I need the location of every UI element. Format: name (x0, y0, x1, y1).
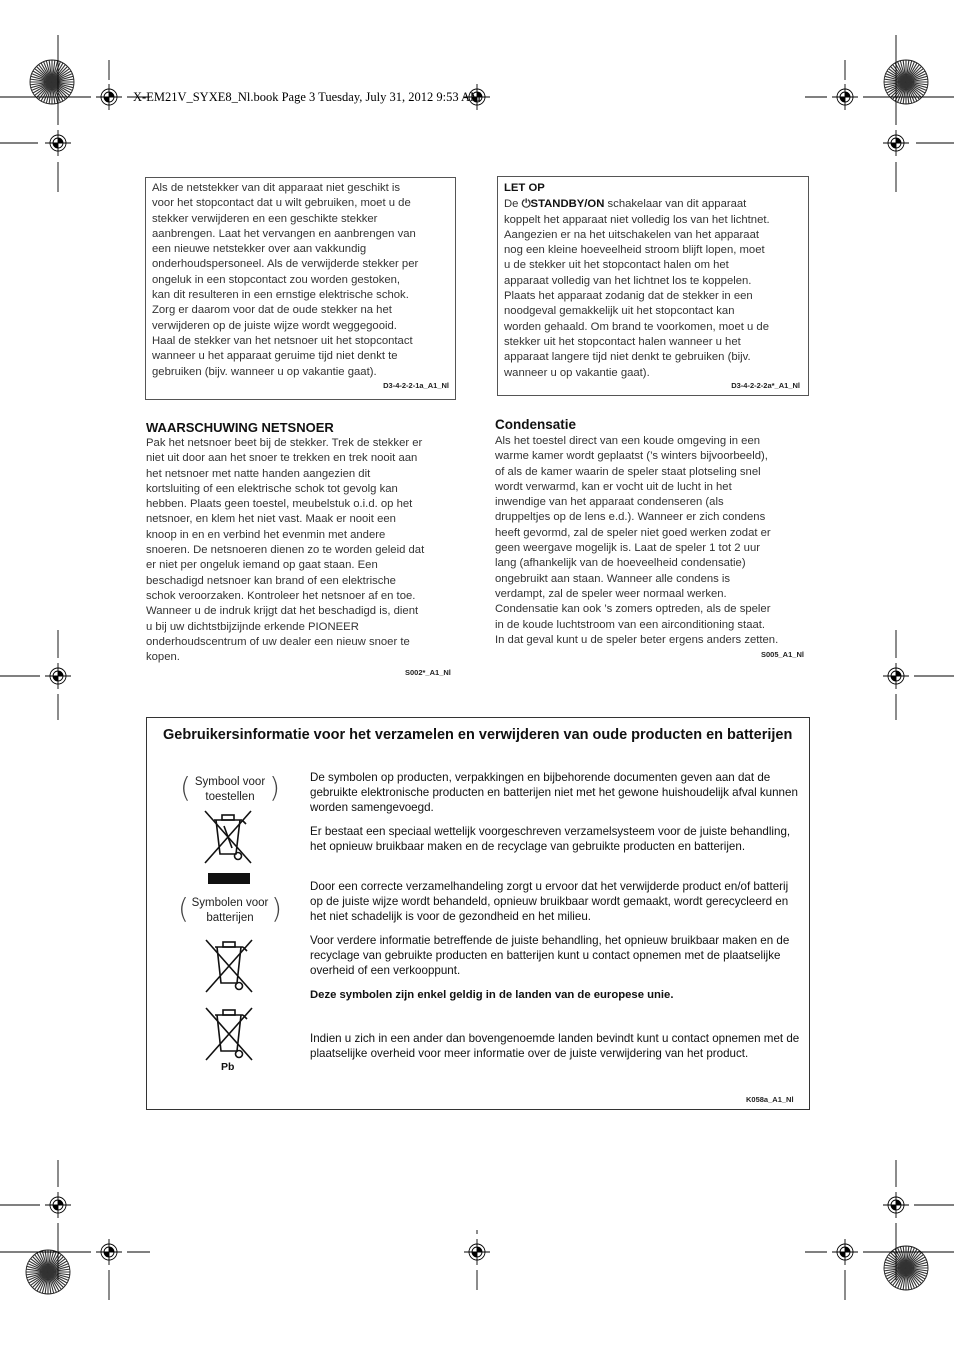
registration-mark-icon (883, 663, 909, 689)
text-line: druppeltjes op de lens e.d.). Wanneer er zich condens (495, 511, 766, 524)
text-line: geen weergave mogelijk is. Laat de speler 1 tot 2 uur (495, 542, 761, 555)
condensation-heading: Condensatie (495, 417, 577, 432)
text-line: stekker uit het stopcontact halen wanneer u het (504, 335, 741, 348)
color-wheel-icon (884, 1246, 928, 1290)
condensation-text (495, 434, 810, 648)
registration-mark-icon (96, 84, 122, 110)
disposal-bold-note: Deze symbolen zijn enkel geldig in de landen van de europese unie. (310, 989, 674, 1001)
plug-warning-text (152, 181, 452, 380)
registration-mark-icon (45, 663, 71, 689)
disposal-title: Gebruikersinformatie voor het verzamelen en verwijderen van oude producten en batterijen (163, 727, 793, 743)
text-line: kortsluiting of een elektrische schok tot gevolg kan (146, 482, 398, 495)
text-line: voor het stopcontact dat u wilt gebruiken, moet u de (152, 197, 411, 210)
registration-mark-icon (883, 1192, 909, 1218)
text-line: wordt verwarmd, kan er vocht uit de lucht in het (495, 480, 732, 493)
text-line: Condensatie kan ook ’s zomers optreden, als de speler (495, 603, 771, 616)
color-wheel-icon (26, 1250, 70, 1294)
text-line: Zorg er daarom voor dat de oude stekker na het (152, 304, 392, 317)
text-line: warme kamer wordt geplaatst (’s winters bijvoorbeeld), (495, 450, 768, 463)
text-line: u bij uw dichtstbijzijnde erkende PIONEER (146, 620, 359, 633)
caution-box (497, 176, 809, 396)
text-line: Plaats het apparaat zodanig dat de stekker in een (504, 290, 753, 303)
disposal-outside-eu: Indien u zich in een ander dan bovengenoemde landen bevindt kunt u contact opnemen met de plaatselijke overheid voor meer informatie over de juiste verwijdering van het product. (310, 1032, 800, 1060)
text-line: Haal de stekker van het netsnoer uit het stopcontact (152, 334, 413, 347)
text-line: kopen. (146, 651, 180, 664)
disposal-paragraph: Voor verdere informatie betreffende de juiste behandling, het opnieuw bruikbaar maken en de recyclage van gebruikte producten en batterijen kunt u contact opnemen met de plaatselijke overheid of een verkooppunt. (310, 934, 790, 977)
text-line: apparaat volledig van het lichtnet los te koppelen. (504, 274, 752, 287)
text-line: onderhoudscentrum of uw dealer een nieuw snoer te (146, 635, 410, 648)
text-line: of als de kamer waarin de speler staat plotseling snel (495, 465, 761, 478)
cord-warning-heading: WAARSCHUWING NETSNOER (146, 420, 334, 435)
cord-warning-text (146, 436, 458, 665)
label-batteries: ( Symbolen voor batterijen ) (184, 896, 276, 926)
text-line: Als de netstekker van dit apparaat niet geschikt is (152, 182, 401, 194)
text-line: lang (afhankelijk van de hoeveelheid condensatie) (495, 557, 746, 570)
text-line: inwendige van het apparaat condenseren (als (495, 496, 724, 509)
text-line: koppelt het apparaat niet volledig los van het lichtnet. (504, 213, 770, 226)
registration-mark-icon (832, 84, 858, 110)
text-line: ongebruikt aan staan. Wanneer alle condens is (495, 572, 731, 585)
text-line: schok veroorzaken. Kontroleer het netsnoer af en toe. (146, 589, 416, 602)
text-line: aanbrengen. Laat het vervangen en aanbrengen van (152, 227, 416, 240)
text-line: niet uit door aan het snoer te trekken en trek nooit aan (146, 452, 418, 465)
text-line: noodgeval gemakkelijk uit het stopcontact kan (504, 305, 735, 318)
text-line: stekker verwijderen en een geschikte stekker (152, 212, 378, 225)
registration-mark-icon (464, 1239, 490, 1265)
text-line: hebben. Plaats geen toestel, meubelstuk o.i.d. op het (146, 498, 413, 511)
text-line: ongeluk in een stopcontact zou worden gestoken, (152, 273, 401, 286)
text-line: snoeren. De netsnoeren dienen zo te worden geleid dat (146, 544, 425, 557)
solid-bar-icon (208, 873, 250, 884)
disposal-paragraph: Door een correcte verzamelhandeling zorgt u ervoor dat het verwijderde product en/of batterij op de juiste wijze wordt behandeld, opnieuw bruikbaar wordt gemaakt, wordt gerecycleerd en het niet schadelijk is voor de gezondheid en het milieu. (310, 880, 789, 923)
caution-title: LET OP (504, 182, 545, 194)
caution-text (504, 181, 806, 381)
text-line: Als het toestel direct van een koude omgeving in een (495, 435, 761, 447)
text-line: verdampt, zal de speler weer normaal werken. (495, 587, 727, 600)
text-line: In dat geval kunt u de speler beter ergens anders zetten. (495, 633, 779, 646)
caution-first-line (504, 196, 806, 212)
file-info-header: X-EM21V_SYXE8_Nl.book Page 3 Tuesday, July 31, 2012 9:53 AM (133, 90, 482, 104)
text-line: wanneer u op vakantie gaat). (504, 366, 650, 379)
text-line: Wanneer u de indruk krijgt dat het beschadigd is, dient (146, 605, 419, 618)
registration-mark-icon (45, 130, 71, 156)
text-fragment: schakelaar van dit apparaat (604, 198, 747, 211)
text-line: kan dit resulteren in een ernstige elektrische schok. (152, 289, 409, 302)
text-line: het netsnoer met natte handen aangezien dit (146, 467, 371, 480)
text-line: onderhoudspersoneel. Als de verwijderde stekker per (152, 258, 419, 271)
reference-code: D3-4-2-2-2a*_A1_Nl (731, 381, 800, 390)
text-fragment: De (504, 198, 522, 211)
text-line: worden gehaald. Om brand te voorkomen, moet u de (504, 320, 770, 333)
label-devices: ( Symbool voor toestellen ) (186, 775, 274, 805)
text-line: Pak het netsnoer beet bij de stekker. Trek de stekker er (146, 437, 423, 449)
text-line: Aangezien er na het uitschakelen van het apparaat (504, 228, 759, 241)
reference-code: K058a_A1_Nl (746, 1095, 794, 1104)
power-icon: ⏻ (521, 197, 531, 211)
text-line: apparaat langere tijd niet denkt te gebruiken (bijv. (504, 351, 751, 364)
plug-warning-box (145, 177, 456, 400)
text-line: in de koude luchtstroom van een airconditioning staat. (495, 618, 766, 631)
text-line: heeft gevormd, zal de speler niet goed werken zodat er (495, 526, 771, 539)
registration-mark-icon (883, 130, 909, 156)
text-line: nog een kleine hoeveelheid stroom blijft lopen, moet (504, 244, 765, 257)
text-line: verwijderen op de juiste wijze wordt weggegooid. (152, 319, 397, 332)
registration-mark-icon (45, 1192, 71, 1218)
text-line: gebruiken (bijv. wanneer u op vakantie gaat). (152, 365, 377, 378)
crossed-out-wheelie-bin-icon (203, 937, 255, 995)
standby-label: STANDBY/ON (530, 198, 605, 211)
text-line: knoop in en en verbind het evenmin met andere (146, 528, 386, 541)
disposal-paragraph: De symbolen op producten, verpakkingen en bijbehorende documenten geven aan dat de gebruikte elektronische producten en batterijen niet met het gewone huishoudelijk afval kunnen worden samengevoegd. (310, 771, 798, 814)
crossed-out-wheelie-bin-icon (203, 1005, 255, 1063)
lead-symbol-label: Pb (221, 1061, 235, 1073)
crossed-out-wheelie-bin-icon (202, 808, 254, 866)
text-line: een nieuwe netstekker over aan vakkundig (152, 243, 367, 256)
registration-mark-icon (96, 1239, 122, 1265)
reference-code: S005_A1_Nl (761, 650, 804, 659)
text-line: er niet per ongeluk iemand op gaat staan. Een (146, 559, 378, 572)
registration-mark-icon (832, 1239, 858, 1265)
text-line: wanneer u het apparaat geruime tijd niet denkt te (152, 350, 398, 363)
text-line: beschadigd netsnoer kan brand of een elektrische (146, 574, 396, 587)
reference-code: D3-4-2-2-1a_A1_Nl (383, 381, 449, 390)
text-line: netsnoer, en klem het niet vast. Maak er nooit een (146, 513, 396, 526)
text-line: u de stekker uit het stopcontact halen om het (504, 259, 729, 272)
disposal-paragraph: Er bestaat een speciaal wettelijk voorgeschreven verzamelsysteem voor de juiste behandling, het opnieuw bruikbaar maken en de recyclage van gebruikte producten en batterijen. (310, 825, 791, 853)
reference-code: S002*_A1_Nl (405, 668, 451, 677)
